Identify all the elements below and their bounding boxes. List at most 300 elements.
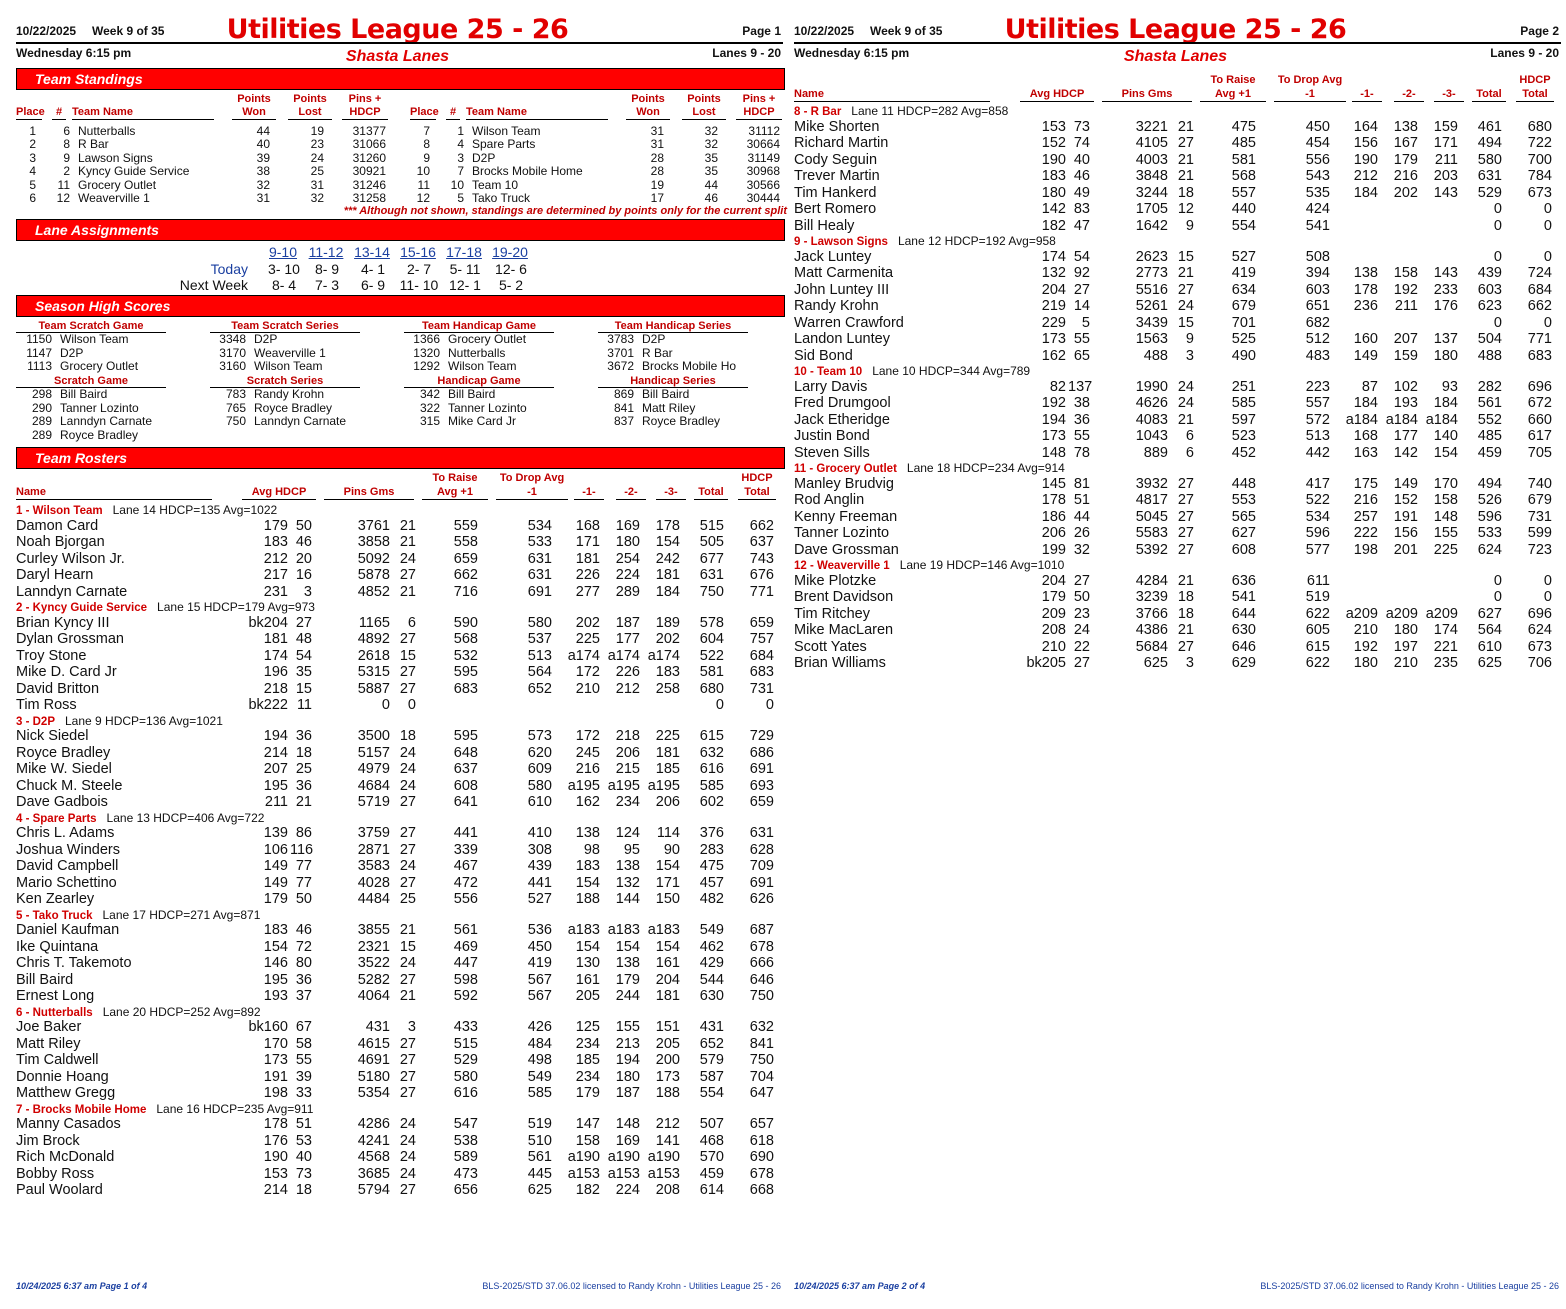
player-pins: 5392 <box>1135 541 1168 558</box>
player-row <box>794 476 1558 493</box>
player-games: 27 <box>1177 541 1194 558</box>
game-1: 225 <box>575 631 600 647</box>
player-games: 27 <box>399 825 416 841</box>
player-games: 18 <box>1177 589 1194 605</box>
to-raise: 525 <box>1231 331 1256 347</box>
player-games: 6 <box>1185 428 1194 444</box>
player-hdcp: 74 <box>1073 135 1090 151</box>
player-games: 27 <box>1177 135 1194 151</box>
game-2: 132 <box>615 874 640 891</box>
player-row <box>794 218 1558 235</box>
high-score-value: 3672 <box>607 359 634 373</box>
player-row <box>16 697 780 714</box>
high-score-value: 765 <box>225 400 246 415</box>
to-drop: 610 <box>527 794 552 810</box>
to-drop: 603 <box>1305 281 1330 298</box>
player-avg: 154 <box>263 938 288 955</box>
game-3: 178 <box>655 517 680 534</box>
player-row <box>794 298 1558 315</box>
player-pins: 2618 <box>357 647 390 664</box>
next-week-pairing: 5- 2 <box>498 277 524 293</box>
player-hdcp: 46 <box>1073 168 1090 184</box>
to-drop: 561 <box>527 1149 552 1165</box>
report-date: 10/22/2025 <box>16 24 77 38</box>
series-total: 561 <box>1477 395 1502 411</box>
high-score-value: 783 <box>225 387 246 401</box>
standings-header-num: # <box>446 106 460 120</box>
to-raise: 637 <box>453 761 478 777</box>
series-total: 570 <box>699 1149 724 1165</box>
player-name: Justin Bond <box>794 428 870 444</box>
to-raise: 659 <box>453 550 478 567</box>
to-raise: 662 <box>453 567 478 583</box>
today-row <box>10 261 780 277</box>
roster-header-g3: -3- <box>656 485 686 500</box>
high-score-entry <box>598 333 786 347</box>
standings-header-won: Points Won <box>626 93 670 120</box>
to-raise: 701 <box>1231 314 1256 331</box>
player-avg: 82 <box>1049 378 1066 395</box>
series-total: 457 <box>699 874 724 891</box>
player-games: 12 <box>1177 201 1194 217</box>
standings-header-lost: Points Lost <box>288 93 332 120</box>
player-row <box>794 282 1558 299</box>
game-1: 257 <box>1353 508 1378 525</box>
player-pins: 1043 <box>1135 428 1168 444</box>
high-score-value: 837 <box>613 414 634 428</box>
player-row <box>16 1085 780 1102</box>
player-pins: 5282 <box>357 971 390 988</box>
pins-hdcp: 30968 <box>746 164 780 179</box>
player-row <box>794 428 1558 445</box>
player-hdcp: 36 <box>1073 411 1090 428</box>
player-avg: 183 <box>263 534 288 550</box>
player-row <box>794 492 1558 509</box>
team-number: 8 <box>63 137 70 152</box>
team-name: 12 - Weaverville 1 <box>794 560 890 572</box>
player-avg: 183 <box>263 922 288 938</box>
player-hdcp: 27 <box>1073 281 1090 298</box>
day-time: Wednesday 6:15 pm <box>16 46 132 60</box>
player-games: 21 <box>1177 622 1194 638</box>
hdcp-total: 771 <box>749 583 774 600</box>
roster-header-pins_gms: Pins Gms <box>324 485 414 500</box>
player-hdcp: 58 <box>295 1035 312 1052</box>
points-won: 31 <box>650 137 664 152</box>
high-score-entry <box>598 415 786 429</box>
series-total: 544 <box>699 971 724 988</box>
player-hdcp: 18 <box>295 744 312 761</box>
game-1: 87 <box>1361 378 1378 395</box>
player-row <box>16 825 780 842</box>
lanes-range: Lanes 9 - 20 <box>712 46 781 60</box>
player-games: 3 <box>407 1019 416 1035</box>
to-raise: 485 <box>1231 135 1256 151</box>
game-2: a190 <box>607 1149 640 1165</box>
pins-hdcp: 30566 <box>746 177 780 192</box>
series-total: 587 <box>699 1068 724 1085</box>
high-score-value: 342 <box>419 387 440 401</box>
player-hdcp: 35 <box>295 664 312 680</box>
hdcp-total: 684 <box>1527 281 1552 298</box>
high-score-title: Handicap Series <box>598 375 748 388</box>
player-avg: 219 <box>1041 298 1066 314</box>
player-hdcp: 92 <box>1073 265 1090 281</box>
player-hdcp: 50 <box>295 517 312 534</box>
pins-hdcp: 31246 <box>352 177 386 192</box>
team-info: Lane 12 HDCP=192 Avg=958 <box>897 234 1056 248</box>
to-drop: 308 <box>527 841 552 858</box>
high-score-name: Matt Riley <box>642 400 696 415</box>
to-drop: 522 <box>1305 492 1330 508</box>
series-total: 614 <box>699 1182 724 1198</box>
player-name: Joshua Winders <box>16 841 120 858</box>
series-total: 505 <box>699 534 724 550</box>
to-drop: 439 <box>527 858 552 874</box>
game-2: 254 <box>615 550 640 567</box>
hdcp-total: 724 <box>1527 265 1552 281</box>
roster-header-raise: To Raise Avg +1 <box>1200 73 1266 102</box>
to-drop: 543 <box>1305 168 1330 184</box>
hdcp-total: 673 <box>1527 184 1552 201</box>
high-score-title: Team Handicap Series <box>598 320 748 333</box>
high-score-entry <box>598 360 786 374</box>
game-3: 176 <box>1433 298 1458 314</box>
game-2: 215 <box>615 761 640 777</box>
player-name: Bill Healy <box>794 217 855 234</box>
team-number: 1 <box>457 124 464 138</box>
team-number: 2 <box>63 164 70 179</box>
game-1: 160 <box>1353 331 1378 347</box>
player-hdcp: 26 <box>1073 525 1090 541</box>
game-1: 183 <box>575 858 600 874</box>
player-row <box>794 655 1558 672</box>
standings-row <box>16 178 785 191</box>
game-2: 213 <box>615 1035 640 1052</box>
player-pins: 2773 <box>1135 265 1168 281</box>
game-2: 144 <box>615 891 640 907</box>
game-3: 221 <box>1433 638 1458 655</box>
hdcp-total: 657 <box>749 1116 774 1132</box>
player-row <box>16 1133 780 1150</box>
player-name: Mike D. Card Jr <box>16 664 117 680</box>
player-pins: 4064 <box>357 988 390 1004</box>
to-drop: 615 <box>1305 638 1330 655</box>
to-drop: 609 <box>527 761 552 777</box>
to-raise: 565 <box>1231 508 1256 525</box>
high-score-group <box>16 320 204 374</box>
player-hdcp: 27 <box>1073 572 1090 589</box>
roster-header-hdcp_total: HDCP Total <box>1516 73 1554 102</box>
to-drop: 611 <box>1306 572 1330 589</box>
team-name: Team 10 <box>472 177 519 192</box>
today-pairing: 3- 10 <box>268 261 300 277</box>
high-score-name: Mike Card Jr <box>448 414 517 428</box>
team-name: D2P <box>472 150 496 165</box>
player-avg: 193 <box>263 988 288 1004</box>
player-avg: 173 <box>1041 331 1066 347</box>
player-name: Damon Card <box>16 517 99 534</box>
player-games: 18 <box>399 728 416 744</box>
place: 9 <box>423 150 430 165</box>
player-name: Dave Grossman <box>794 541 899 558</box>
player-name: Matthew Gregg <box>16 1085 116 1101</box>
player-row <box>794 331 1558 348</box>
game-2: 206 <box>615 744 640 761</box>
player-hdcp: 51 <box>295 1116 312 1132</box>
player-row <box>16 972 780 989</box>
player-pins: 5583 <box>1135 525 1168 541</box>
game-3: 137 <box>1433 331 1458 347</box>
header-rule <box>794 42 1561 44</box>
team-name: 1 - Wilson Team <box>16 505 103 517</box>
game-1: 98 <box>583 841 600 858</box>
game-1: 179 <box>575 1085 600 1101</box>
hdcp-total: 0 <box>1543 248 1552 265</box>
to-raise: 608 <box>453 777 478 794</box>
team-heading <box>794 558 1064 572</box>
high-score-name: Bill Baird <box>448 387 496 401</box>
player-pins: 4626 <box>1135 395 1168 411</box>
to-raise: 538 <box>453 1132 478 1149</box>
game-2: 138 <box>615 955 640 971</box>
league-title: Utilities League 25 - 26 <box>1004 14 1347 45</box>
player-avg: 195 <box>263 971 288 988</box>
series-total: 488 <box>1477 347 1502 364</box>
player-avg: bk160 <box>248 1019 288 1035</box>
team-name: R Bar <box>78 137 109 152</box>
next-week-pairing: 12- 1 <box>449 277 481 293</box>
player-row <box>794 395 1558 412</box>
to-raise: 634 <box>1231 281 1256 298</box>
series-total: 0 <box>1493 248 1502 265</box>
player-avg: 191 <box>263 1068 288 1085</box>
next-week-label: Next Week <box>179 277 248 293</box>
game-1: 234 <box>575 1068 600 1085</box>
hdcp-total: 690 <box>749 1149 774 1165</box>
player-games: 27 <box>1177 492 1194 508</box>
player-avg: 153 <box>1041 118 1066 135</box>
player-name: Mario Schettino <box>16 874 117 891</box>
player-hdcp: 21 <box>295 794 312 810</box>
high-score-name: D2P <box>642 332 666 346</box>
team-heading <box>794 461 1065 475</box>
player-row <box>16 681 780 698</box>
player-pins: 4979 <box>357 761 390 777</box>
series-total: 533 <box>1477 525 1502 541</box>
hdcp-total: 637 <box>749 534 774 550</box>
to-drop: 519 <box>1305 589 1330 605</box>
game-2: a183 <box>607 922 640 938</box>
hdcp-total: 691 <box>749 874 774 891</box>
game-3: 184 <box>1433 395 1458 411</box>
game-3: 203 <box>1433 168 1458 184</box>
hdcp-total: 680 <box>1527 118 1552 135</box>
player-games: 24 <box>399 744 416 761</box>
league-title: Utilities League 25 - 26 <box>226 14 569 45</box>
player-avg: 214 <box>263 1182 288 1198</box>
player-name: Ernest Long <box>16 988 95 1004</box>
team-number: 10 <box>450 177 464 192</box>
player-row <box>794 412 1558 429</box>
points-won: 44 <box>256 124 270 138</box>
series-total: 439 <box>1477 265 1502 281</box>
page-header <box>10 0 785 68</box>
to-drop: 567 <box>527 988 552 1004</box>
player-name: Steven Sills <box>794 444 870 461</box>
player-games: 27 <box>399 874 416 891</box>
game-1: a174 <box>567 647 600 664</box>
hdcp-total: 683 <box>749 664 774 680</box>
to-drop: 622 <box>1305 655 1330 671</box>
player-row <box>794 525 1558 542</box>
player-avg: 198 <box>263 1085 288 1101</box>
player-hdcp: 116 <box>290 841 314 858</box>
player-pins: 5878 <box>357 567 390 583</box>
to-raise: 589 <box>453 1149 478 1165</box>
hdcp-total: 662 <box>749 517 774 534</box>
player-games: 24 <box>399 1116 416 1132</box>
high-score-entry <box>16 415 204 429</box>
high-score-entry <box>210 415 398 429</box>
series-total: 580 <box>1477 151 1502 168</box>
player-avg: 212 <box>263 550 288 567</box>
player-hdcp: 49 <box>1073 184 1090 201</box>
player-avg: 210 <box>1041 638 1066 655</box>
to-raise: 554 <box>1231 217 1256 234</box>
high-score-value: 298 <box>31 387 52 401</box>
player-hdcp: 67 <box>295 1019 312 1035</box>
series-total: 0 <box>1493 589 1502 605</box>
to-raise: 541 <box>1231 589 1256 605</box>
standings-header-place: Place <box>16 106 45 118</box>
series-total: 461 <box>1477 118 1502 135</box>
player-pins: 3932 <box>1135 475 1168 492</box>
footer-license: BLS-2025/STD 37.06.02 licensed to Randy Krohn - Utilities League 25 - 26 <box>482 1281 781 1291</box>
to-drop: 498 <box>527 1052 552 1068</box>
team-heading <box>16 1102 313 1116</box>
player-avg: 211 <box>264 794 288 810</box>
player-row <box>16 1019 780 1036</box>
hdcp-total: 628 <box>749 841 774 858</box>
team-number: 9 <box>63 150 70 165</box>
series-total: 554 <box>699 1085 724 1101</box>
to-drop: 419 <box>527 955 552 971</box>
to-raise: 547 <box>453 1116 478 1132</box>
to-drop: 223 <box>1305 378 1330 395</box>
game-2: a174 <box>607 647 640 664</box>
today-pairing: 5- 11 <box>449 261 481 277</box>
player-hdcp: 48 <box>295 631 312 647</box>
game-2: 224 <box>615 567 640 583</box>
player-row <box>794 622 1558 639</box>
player-hdcp: 25 <box>295 761 312 777</box>
player-games: 27 <box>399 1182 416 1198</box>
to-drop: 441 <box>527 874 552 891</box>
place: 11 <box>417 177 430 192</box>
to-raise: 440 <box>1231 201 1256 217</box>
game-1: 154 <box>575 874 600 891</box>
player-avg: 153 <box>263 1165 288 1182</box>
hdcp-total: 700 <box>1527 151 1552 168</box>
hdcp-total: 841 <box>749 1035 774 1052</box>
player-hdcp: 36 <box>295 777 312 794</box>
player-avg: 174 <box>263 647 288 664</box>
high-score-entry <box>16 388 204 402</box>
game-2: 179 <box>615 971 640 988</box>
player-row <box>16 988 780 1005</box>
lanes-range: Lanes 9 - 20 <box>1490 46 1559 60</box>
high-score-name: D2P <box>60 345 84 360</box>
to-drop: 596 <box>1305 525 1330 541</box>
high-score-value: 1150 <box>26 332 52 346</box>
player-name: Brian Kyncy III <box>16 614 110 631</box>
player-row <box>794 315 1558 332</box>
hdcp-total: 684 <box>749 647 774 664</box>
series-total: 0 <box>1493 572 1502 589</box>
high-score-name: D2P <box>254 332 278 346</box>
to-raise: 629 <box>1231 655 1256 671</box>
player-hdcp: 38 <box>1073 395 1090 411</box>
high-score-name: Wilson Team <box>60 332 129 346</box>
high-score-entry <box>16 429 204 443</box>
lane-pair-link: 13-14 <box>354 244 390 260</box>
game-3: a153 <box>647 1165 680 1182</box>
player-avg: 204 <box>1041 281 1066 298</box>
place: 7 <box>423 124 430 138</box>
high-score-name: Royce Bradley <box>642 414 721 428</box>
series-total: 623 <box>1477 298 1502 314</box>
series-total: 431 <box>699 1019 724 1035</box>
game-1: 161 <box>575 971 600 988</box>
standings-row <box>16 164 785 177</box>
player-avg: 142 <box>1041 201 1066 217</box>
hdcp-total: 750 <box>749 1052 774 1068</box>
player-name: David Britton <box>16 680 100 697</box>
player-name: Tim Caldwell <box>16 1052 99 1068</box>
game-3: 184 <box>655 583 680 600</box>
game-1: 216 <box>575 761 600 777</box>
game-2: 197 <box>1393 638 1418 655</box>
player-name: Joe Baker <box>16 1019 82 1035</box>
player-avg: 206 <box>1041 525 1066 541</box>
roster-header-hdcp_total: HDCP Total <box>738 471 776 500</box>
player-avg: 179 <box>263 517 288 534</box>
player-pins: 3583 <box>357 858 390 874</box>
game-3: 212 <box>655 1116 680 1132</box>
series-total: 750 <box>699 583 724 600</box>
player-games: 25 <box>399 891 416 907</box>
player-name: Brent Davidson <box>794 589 894 605</box>
player-games: 18 <box>1177 605 1194 622</box>
player-avg: 173 <box>1041 428 1066 444</box>
to-raise: 616 <box>453 1085 478 1101</box>
player-pins: 2623 <box>1135 248 1168 265</box>
to-drop: 652 <box>527 680 552 697</box>
game-1: a153 <box>567 1165 600 1182</box>
series-total: 603 <box>1477 281 1502 298</box>
player-avg: 195 <box>263 777 288 794</box>
player-games: 27 <box>1177 638 1194 655</box>
high-score-entry <box>16 347 204 361</box>
to-raise: 590 <box>453 614 478 631</box>
player-row <box>794 348 1558 365</box>
series-total: 578 <box>699 614 724 631</box>
high-score-entry <box>598 402 786 416</box>
player-avg: 178 <box>263 1116 288 1132</box>
series-total: 579 <box>699 1052 724 1068</box>
player-name: Jack Etheridge <box>794 411 890 428</box>
